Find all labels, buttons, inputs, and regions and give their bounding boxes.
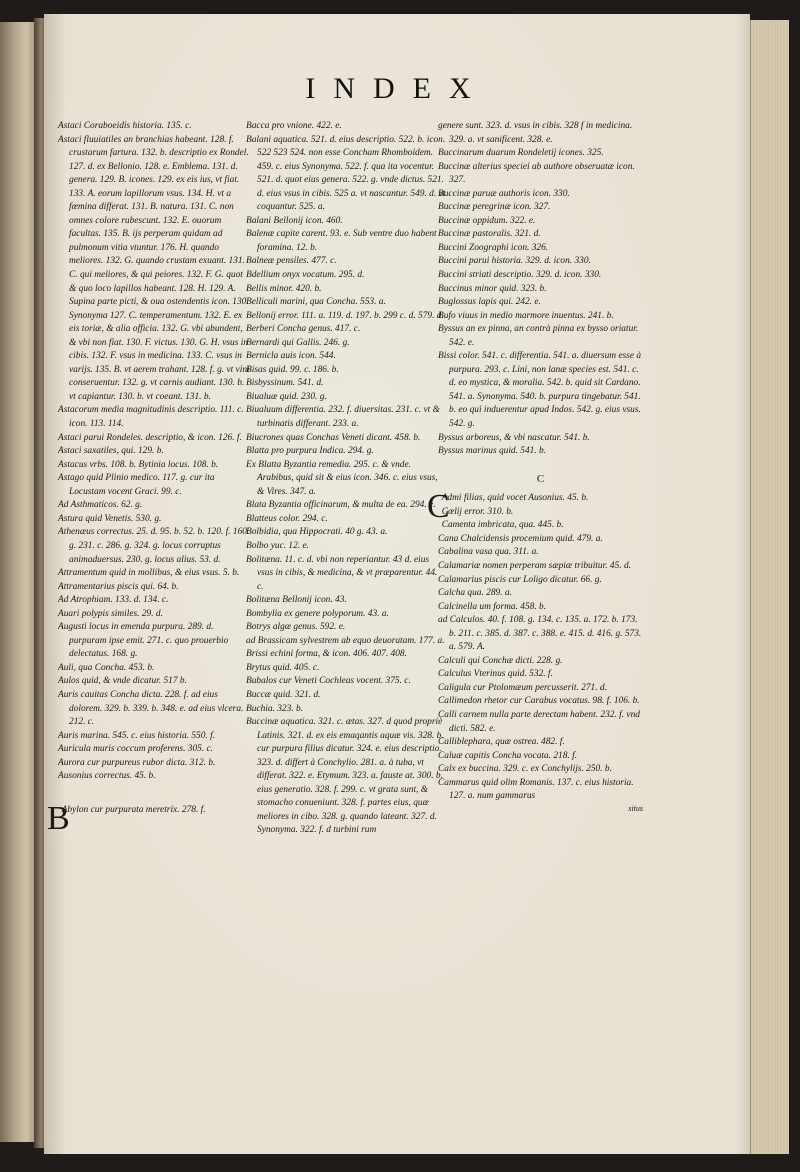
index-entry: Byssus an ex pinna, an contrà pinna ex bysso oriatur. 542. e.: [438, 324, 639, 348]
index-entry: Bufo viuus in medio marmore inuentus. 241. b.: [438, 310, 614, 321]
index-entry: Cana Chalcidensis procemium quid. 479. a.: [438, 533, 603, 544]
index-entry: Astacus vrbs. 108. b. Bytinia locus. 108. b.: [58, 459, 219, 470]
index-entry: Calculus Vterinus quid. 532. f.: [438, 669, 553, 680]
index-entry: Attramentarius piscis qui. 64. b.: [58, 581, 179, 592]
index-entry: Bisas quid. 99. c. 186. b.: [246, 364, 339, 375]
index-entry: Bernardi qui Gallis. 246. g.: [246, 337, 350, 348]
index-entry: Auris marina. 545. c. eius historia. 550. f.: [58, 730, 216, 741]
index-entry: Cabalina vasa qua. 311. a.: [438, 547, 539, 558]
index-entry: Bellonij error. 111. a. 119. d. 197. b. 299 c. d. 579. d.: [246, 310, 444, 321]
index-entry: Buccini striati descriptio. 329. d. icon. 330.: [438, 270, 602, 281]
index-entry: Attramentum quid in mollibus, & eius vsus. 5. b.: [58, 568, 240, 579]
section-b-start: [47, 799, 250, 837]
index-entry: Byssus arboreus, & vbi nascatur. 541. b.: [438, 432, 590, 443]
index-entry: Buccinæ pastoralis. 321. d.: [438, 229, 541, 240]
index-entry: Astacorum media magnitudinis descriptio. 111. c. icon. 113. 114.: [58, 405, 244, 430]
index-entry: Buccinæ paruæ authoris icon. 330.: [438, 188, 570, 199]
entries-c: [438, 506, 643, 804]
index-entry: Astaci Coraboeidis historia. 135. c.: [58, 121, 192, 131]
catchword: situs: [628, 803, 643, 813]
drop-cap-b: B: [47, 799, 70, 837]
index-entry: Buccinæ aquatica. 321. c. ætas. 327. d quod propriè Latinis. 321. d. ex eis emaqantis aquæ vis. 328. b. cur purpura filius dicatur. 324. e. eius descriptio. 323. d. differt à Conchylio. 281. a. à tuba, vt differat. 322. e. Etymum. 323. a. fauste at. 300. b. eius generatio. 328. f. 299. c. vt grata sunt, & stomacho conueniunt. 328. f. partes eius, quæ meliores in cibo. 328. g. quando lateant. 327. d. Synonyma. 322. f. d turbini rum: [246, 717, 444, 836]
index-entry: Biualuæ quid. 230. g.: [246, 391, 327, 402]
index-entry: Bissi color. 541. c. differentia. 541. a. diuersum esse à purpura. 293. c. Lini, non lanæ species est. 541. c. d. eo mystica, & moralia. 542. b. quid sit Cardano. 541. a. Synonyma. 540. b. purpura tingebatur. 541. b. eo qui induerentur apud Indos. 542. g. eius vsus. 542. g.: [438, 351, 642, 430]
entries-b: [246, 120, 446, 838]
index-entry: Bellis minor. 420. b.: [246, 283, 322, 294]
index-entry: Camenta imbricata, qua. 445. b.: [441, 520, 564, 531]
index-entry: Auari polypis similes. 29. d.: [58, 608, 163, 619]
index-entry: Biucrones quas Conchas Veneti dicant. 458. b.: [246, 432, 421, 443]
index-entry: Callimedon rhetor cur Carabus vocatus. 98. f. 106. b.: [438, 696, 640, 707]
index-entry: Buccini Zoographi icon. 326.: [438, 242, 549, 253]
index-entry: Berberi Concha genus. 417. c.: [246, 324, 361, 335]
index-entry: Calcha qua. 289. a.: [438, 588, 512, 599]
index-entry: Buccinarum duarum Rondeletij icones. 325.: [438, 148, 604, 159]
drop-cap-c: C: [427, 488, 450, 526]
index-entry: Ad Atrophiam. 133. d. 134. c.: [58, 595, 169, 606]
index-entry: Caligula cur Ptolomæum percusserit. 271. d.: [438, 682, 607, 693]
index-entry: Calli carnem nulla parte derectam habent. 232. f. vnd dicti. 582. e.: [438, 709, 640, 734]
index-column-3: [427, 120, 643, 815]
index-entry: Blatta pro purpura Indica. 294. g.: [246, 446, 374, 457]
index-entry: Biualuum differentia. 232. f. diuersitas. 231. c. vt & turbinatis differant. 233. a.: [246, 405, 440, 430]
index-entry: Balneæ pensiles. 477. c.: [246, 256, 337, 267]
entry-text: Abylon cur purpurata meretrix. 278. f.: [61, 804, 206, 815]
index-entry: Botrys algæ genus. 592. e.: [246, 622, 346, 633]
entry-babylon: [47, 799, 250, 837]
index-entry: Brissi echini forma, & icon. 406. 407. 408.: [246, 649, 407, 660]
index-entry: Bacca pro vnione. 422. e.: [246, 121, 342, 131]
page-title: INDEX: [305, 72, 489, 105]
index-entry: Caluæ capitis Concha vocata. 218. f.: [438, 750, 578, 761]
index-entry: Buchia. 323. b.: [246, 703, 304, 714]
index-entry: Balani Bellonij icon. 460.: [246, 215, 343, 226]
index-entry: Athenæus correctus. 25. d. 95. b. 52. b. 120. f. 160. g. 231. c. 286. g. 324. g. locus corruptus animaduersus. 230. g. locus alius. 53. d.: [58, 527, 250, 565]
index-entry: Bolbidia, qua Hippocrati. 40 g. 43. a.: [246, 527, 388, 538]
index-entry: Bubalos cur Veneti Cochleas vocent. 375. c.: [246, 676, 411, 687]
index-entry: Ausonius correctus. 45. b.: [58, 771, 156, 782]
index-entry: Byssus marinus quid. 541. b.: [438, 446, 547, 457]
index-entry: Bisbyssinum. 541. d.: [246, 378, 324, 389]
index-entry: Calx ex buccina. 329. c. ex Conchylijs. 250. b.: [438, 764, 612, 775]
index-entry: genere sunt. 323. d. vsus in cibis. 328 f in medicina. 329. a. vt sanificent. 328. e.: [438, 121, 633, 145]
entries-b-continued: [438, 120, 643, 459]
index-entry: Bernicla auis icon. 544.: [246, 351, 336, 362]
index-entry: Bolbo yuc. 12. e.: [246, 540, 310, 551]
index-entry: Buccæ quid. 321. d.: [246, 689, 321, 700]
index-entry: Auli, qua Concha. 453. b.: [58, 662, 155, 673]
index-entry: Blatteus color. 294. c.: [246, 513, 328, 524]
index-entry: Buccinæ oppidum. 322. e.: [438, 215, 536, 226]
index-entry: Buccini parui historia. 329. d. icon. 330.: [438, 256, 591, 267]
index-entry: Buccinæ peregrinæ icon. 327.: [438, 202, 551, 213]
index-entry: Augusti locus in emenda purpura. 289. d. purpuram ipse emit. 271. c. quo prouerbio delectatus. 168. g.: [58, 622, 229, 660]
index-entry: Bolitæna Bellonij icon. 43.: [246, 595, 347, 606]
index-entry: Ex Blatta Byzantia remedia. 295. c. & vnde. Arabibus, quid sit & eius icon. 346. c. eius vsus, & Vires. 347. a.: [246, 459, 438, 497]
index-column-1: [47, 120, 250, 837]
index-entry: Astaci fluuiatiles an branchias habeant. 128. f. crustarum fartura. 132. b. descriptio ex Rondel. 127. d. ex Bellonio. 128. e. Emblema. 131. d. genera. 129. B. icones. 129. ex eis ius, vt fiat. 133. A. eorum lapillorum vsus. 134. H. vt a fœmina differat. 131. B. natura. 131. C. non omnes colore rubescunt. 132. E. ouorum facultas. 135. B. ijs perperam quidam ad pulmonum vitia vtuntur. 176. H. quando meliores. 132. G. quando crustam exuant. 131. C. qui meliores, & qui peiores. 132. F. G. quot & quo loco lapillos habeant. 128. H. 129. A. Supina parte picti, & oua ostendentis icon. 130. Synonyma 127. C. temperamentum. 132. E. ex eis toriæ, & alia officia. 132. G. vbi abundent, & vbi non fiat. 130. F. victus. 130. G. H. vsus in cibis. 132. F. vsus in medicina. 133. C. vsus in varijs. 135. B. vt aerem trahant. 128. f. g. vt vini conseruentur. 132. g. vt carnis audiant. 130. b. vt capiantur. 130. b. vt coeant. 131. b.: [58, 134, 250, 402]
index-entry: Astaci parui Rondeles. descriptio, & icon. 126. f.: [58, 432, 242, 443]
index-entry: Auris cauitas Concha dicta. 228. f. ad eius dolorem. 329. b. 339. b. 348. e. ad eius vlcera. 212. c.: [58, 689, 244, 728]
index-page: [44, 14, 750, 1154]
index-entry: Buccinæ alterius speciei ab authore obseruatæ icon. 327.: [438, 161, 635, 186]
index-entry: Cammarus quid olim Romanis. 137. c. eius historia. 127. a. num gammarus: [438, 777, 634, 802]
index-entry: Blata Byzantia officinarum, & multa de ea. 294. e.: [246, 500, 436, 511]
index-entry: Ad Asthmaticos. 62. g.: [58, 500, 143, 511]
index-entry: Calcinella um forma. 458. b.: [438, 601, 547, 612]
index-entry: Balani aquatica. 521. d. eius descriptio. 522. b. icon. 522 523 524. non esse Concham Rhomboidem. 459. c. eius Synonyma. 522. f. qua ita vocentur. 521. d. quot eius genera. 522. g. vnde dictus. 521. d. eius vsus in cibis. 525 a. vt nascantur. 549. d. vt coquantur. 525. a.: [246, 134, 446, 213]
index-entry: Cœlij error. 310. b.: [441, 506, 514, 517]
index-entry: Belliculi marini, qua Concha. 553. a.: [246, 297, 386, 308]
index-entry: Balenæ capite carent. 93. e. Sub ventre duo habent foramina. 12. b.: [246, 229, 437, 253]
entries-a: [58, 120, 250, 784]
index-column-2: [246, 120, 446, 838]
index-entry: Bolitæna. 11. c. d. vbi non reperiantur. 43 d. eius vsus in cibis, & medicina, & vt præparentur. 44. c.: [246, 554, 438, 592]
index-entry: Buglossus lapis qui. 242. e.: [438, 297, 541, 308]
index-entry: Aulos quid, & vnde dicatur. 517 b.: [58, 676, 187, 687]
index-entry: Astura quid Venetis. 530. g.: [58, 513, 162, 524]
page-block-edges: [750, 20, 789, 1154]
index-entry: Astaci saxatiles, qui. 129. b.: [58, 446, 164, 457]
index-entry: ad Calculos. 40. f. 108. g. 134. c. 135. a. 172. b. 173. b. 211. c. 385. d. 387. c. 388. e. 415. d. 416. g. 573. a. 579. A.: [438, 615, 642, 653]
index-entry: Astago quid Plinio medico. 117. g. cur ita Locustam vocent Graci. 99. c.: [58, 473, 215, 497]
section-letter-c: C: [536, 472, 545, 485]
index-entry: Buccinus minor quid. 323. b.: [438, 283, 547, 294]
index-entry: Calamarius piscis cur Loligo dicatur. 66. g.: [438, 574, 602, 585]
index-entry: ad Brassicam sylvestrem ab equo deuoratam. 177. a.: [246, 635, 445, 646]
index-entry: Auricula muris coccum proferens. 305. c.: [58, 744, 214, 755]
entry-text: Admi filias, quid vocet Ausonius. 45. b.: [441, 493, 589, 504]
index-entry: Calliblephara, quæ ostrea. 482. f.: [438, 737, 565, 748]
index-entry: Aurora cur purpureus rubor dicta. 312. b.: [58, 757, 216, 768]
index-entry: Bdellium onyx vocatum. 295. d.: [246, 270, 365, 281]
index-entry: Brytus quid. 405. c.: [246, 662, 320, 673]
index-entry: Bombylia ex genere polyporum. 43. a.: [246, 608, 389, 619]
index-entry: Calamariæ nomen perperam sæpiæ tribuitur. 45. d.: [438, 560, 631, 571]
index-entry: Calculi qui Conchæ dicti. 228. g.: [438, 655, 563, 666]
